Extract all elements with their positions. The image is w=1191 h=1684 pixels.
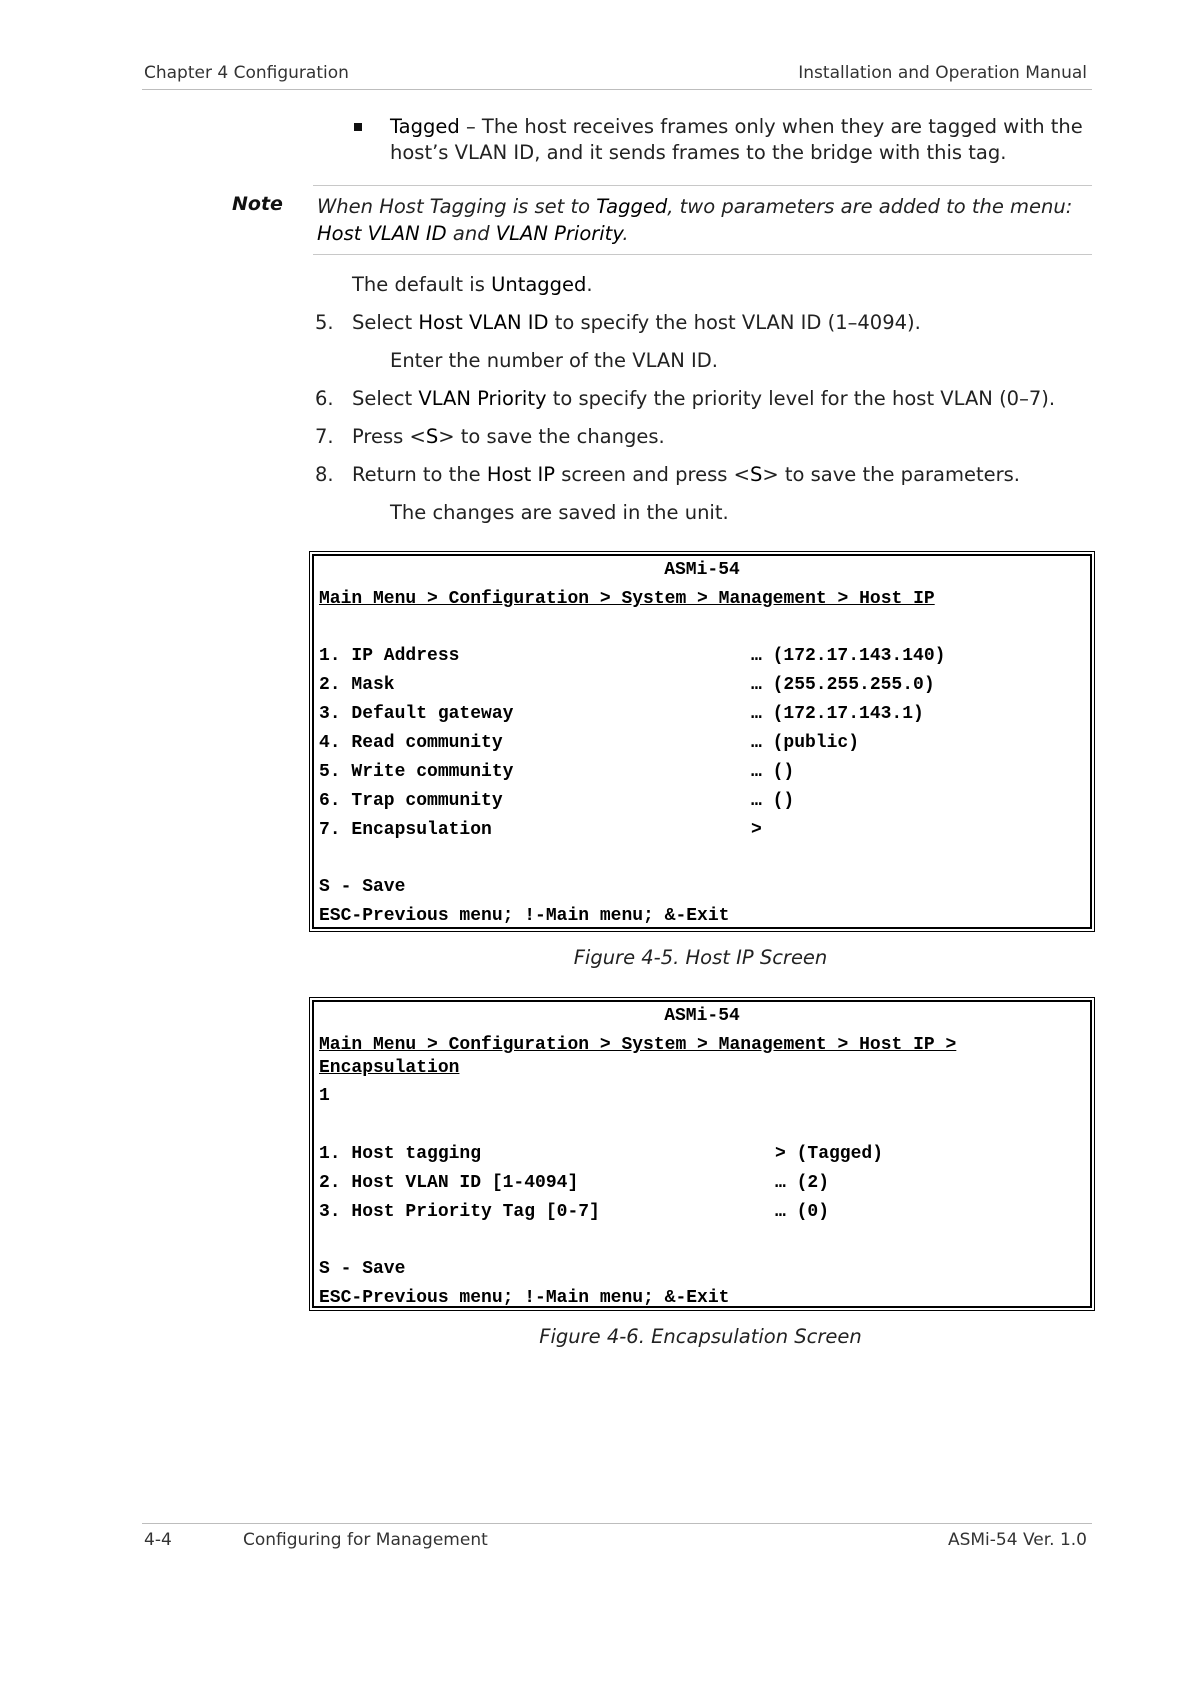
note-term-vlan-priority: VLAN Priority [495,222,623,245]
note-label: Note [232,193,283,215]
menu-item-label[interactable]: 2. Mask [319,675,395,695]
menu-item-value: … (public) [751,733,860,753]
save-command[interactable]: S - Save [319,1259,406,1279]
step-8 [315,462,1020,488]
footer-page-number: 4-4 [144,1530,172,1550]
step-text: > to save the parameters. [762,463,1020,486]
encapsulation-screen [309,997,1095,1311]
footer-section: Configuring for Management [243,1530,488,1550]
bullet-marker [354,123,362,131]
step-text: to specify the host VLAN ID (1–4094). [548,311,921,334]
screen-index: 1 [319,1086,330,1106]
step-number: 8. [315,463,334,486]
step-text: Select [352,387,419,410]
note-seg: When Host Tagging is set to [317,195,597,218]
header-divider [142,89,1092,90]
step-text: screen and press < [555,463,750,486]
footer-product-version: ASMi-54 Ver. 1.0 [947,1530,1087,1550]
menu-item-value: > [751,820,762,840]
step-term: VLAN Priority [418,387,547,410]
step-number: 5. [315,311,334,334]
menu-item-value: > (Tagged) [775,1144,884,1164]
bullet-item [390,114,1090,166]
menu-item-label[interactable]: 3. Host Priority Tag [0-7] [319,1202,600,1222]
step-term: S [425,425,439,448]
breadcrumb-line-2: Encapsulation [319,1058,460,1078]
step-text: Press < [352,425,426,448]
note-text [317,193,1087,247]
menu-item-value: … (172.17.143.140) [751,646,946,666]
step-5 [315,310,921,336]
menu-item-value: … (172.17.143.1) [751,704,924,724]
navigation-hint: ESC-Previous menu; !-Main menu; &-Exit [319,906,730,926]
screen-title: ASMi-54 [664,560,740,580]
figure-caption-4-5: Figure 4-5. Host IP Screen [573,946,828,969]
step-text: > to save the changes. [438,425,665,448]
menu-item-value: … (0) [775,1202,830,1222]
step-term: Host IP [486,463,555,486]
menu-item-value: … () [751,791,795,811]
encapsulation-screen-inner [312,1000,1092,1308]
menu-item-label[interactable]: 1. Host tagging [319,1144,482,1164]
step-text: Return to the [352,463,487,486]
save-command[interactable]: S - Save [319,877,406,897]
bullet-line-1 [390,114,1090,140]
step-number: 7. [315,425,334,448]
host-ip-screen-inner [312,554,1092,929]
menu-item-value: … () [751,762,795,782]
header-manual-title: Installation and Operation Manual [798,63,1087,83]
screen-title: ASMi-54 [664,1006,740,1026]
step-term: S [749,463,763,486]
note-line-1 [317,193,1087,220]
figure-caption-4-6: Figure 4-6. Encapsulation Screen [539,1325,862,1348]
step-6 [315,386,1055,412]
note-seg: and [446,222,496,245]
note-term-tagged: Tagged [596,195,668,218]
note-line-2 [317,220,1087,247]
menu-item-label[interactable]: 3. Default gateway [319,704,514,724]
step-term: Host VLAN ID [418,311,549,334]
note-term-host-vlan-id: Host VLAN ID [317,222,447,245]
footer-divider [142,1523,1092,1524]
breadcrumb-line-1: Main Menu > Configuration > System > Management > Host IP > [319,1035,957,1055]
menu-item-value: … (2) [775,1173,830,1193]
step-7 [315,424,665,450]
step-number: 6. [315,387,334,410]
bullet-line-2: host’s VLAN ID, and it sends frames to the bridge with this tag. [390,141,1007,164]
menu-item-label[interactable]: 4. Read community [319,733,503,753]
step-8-sub: The changes are saved in the unit. [390,501,729,524]
note-seg: , two parameters are added to the menu: [667,195,1073,218]
header-chapter: Chapter 4 Configuration [144,63,349,83]
default-text: The default is [352,273,492,296]
menu-item-label[interactable]: 2. Host VLAN ID [1-4094] [319,1173,579,1193]
step-text: to specify the priority level for the host VLAN (0–7). [546,387,1056,410]
default-line [352,272,593,298]
bullet-text-1: – The host receives frames only when they are tagged with the [459,115,1083,138]
note-seg: . [622,222,629,245]
step-5-sub: Enter the number of the VLAN ID. [390,349,718,372]
default-text-end: . [586,273,593,296]
navigation-hint: ESC-Previous menu; !-Main menu; &-Exit [319,1288,730,1308]
default-value: Untagged [491,273,587,296]
menu-item-label[interactable]: 6. Trap community [319,791,503,811]
host-ip-screen [309,551,1095,932]
menu-item-label[interactable]: 1. IP Address [319,646,460,666]
menu-item-value: … (255.255.255.0) [751,675,935,695]
menu-item-label[interactable]: 7. Encapsulation [319,820,492,840]
breadcrumb: Main Menu > Configuration > System > Management > Host IP [319,589,935,609]
step-text: Select [352,311,419,334]
bullet-term: Tagged [390,115,460,138]
menu-item-label[interactable]: 5. Write community [319,762,514,782]
